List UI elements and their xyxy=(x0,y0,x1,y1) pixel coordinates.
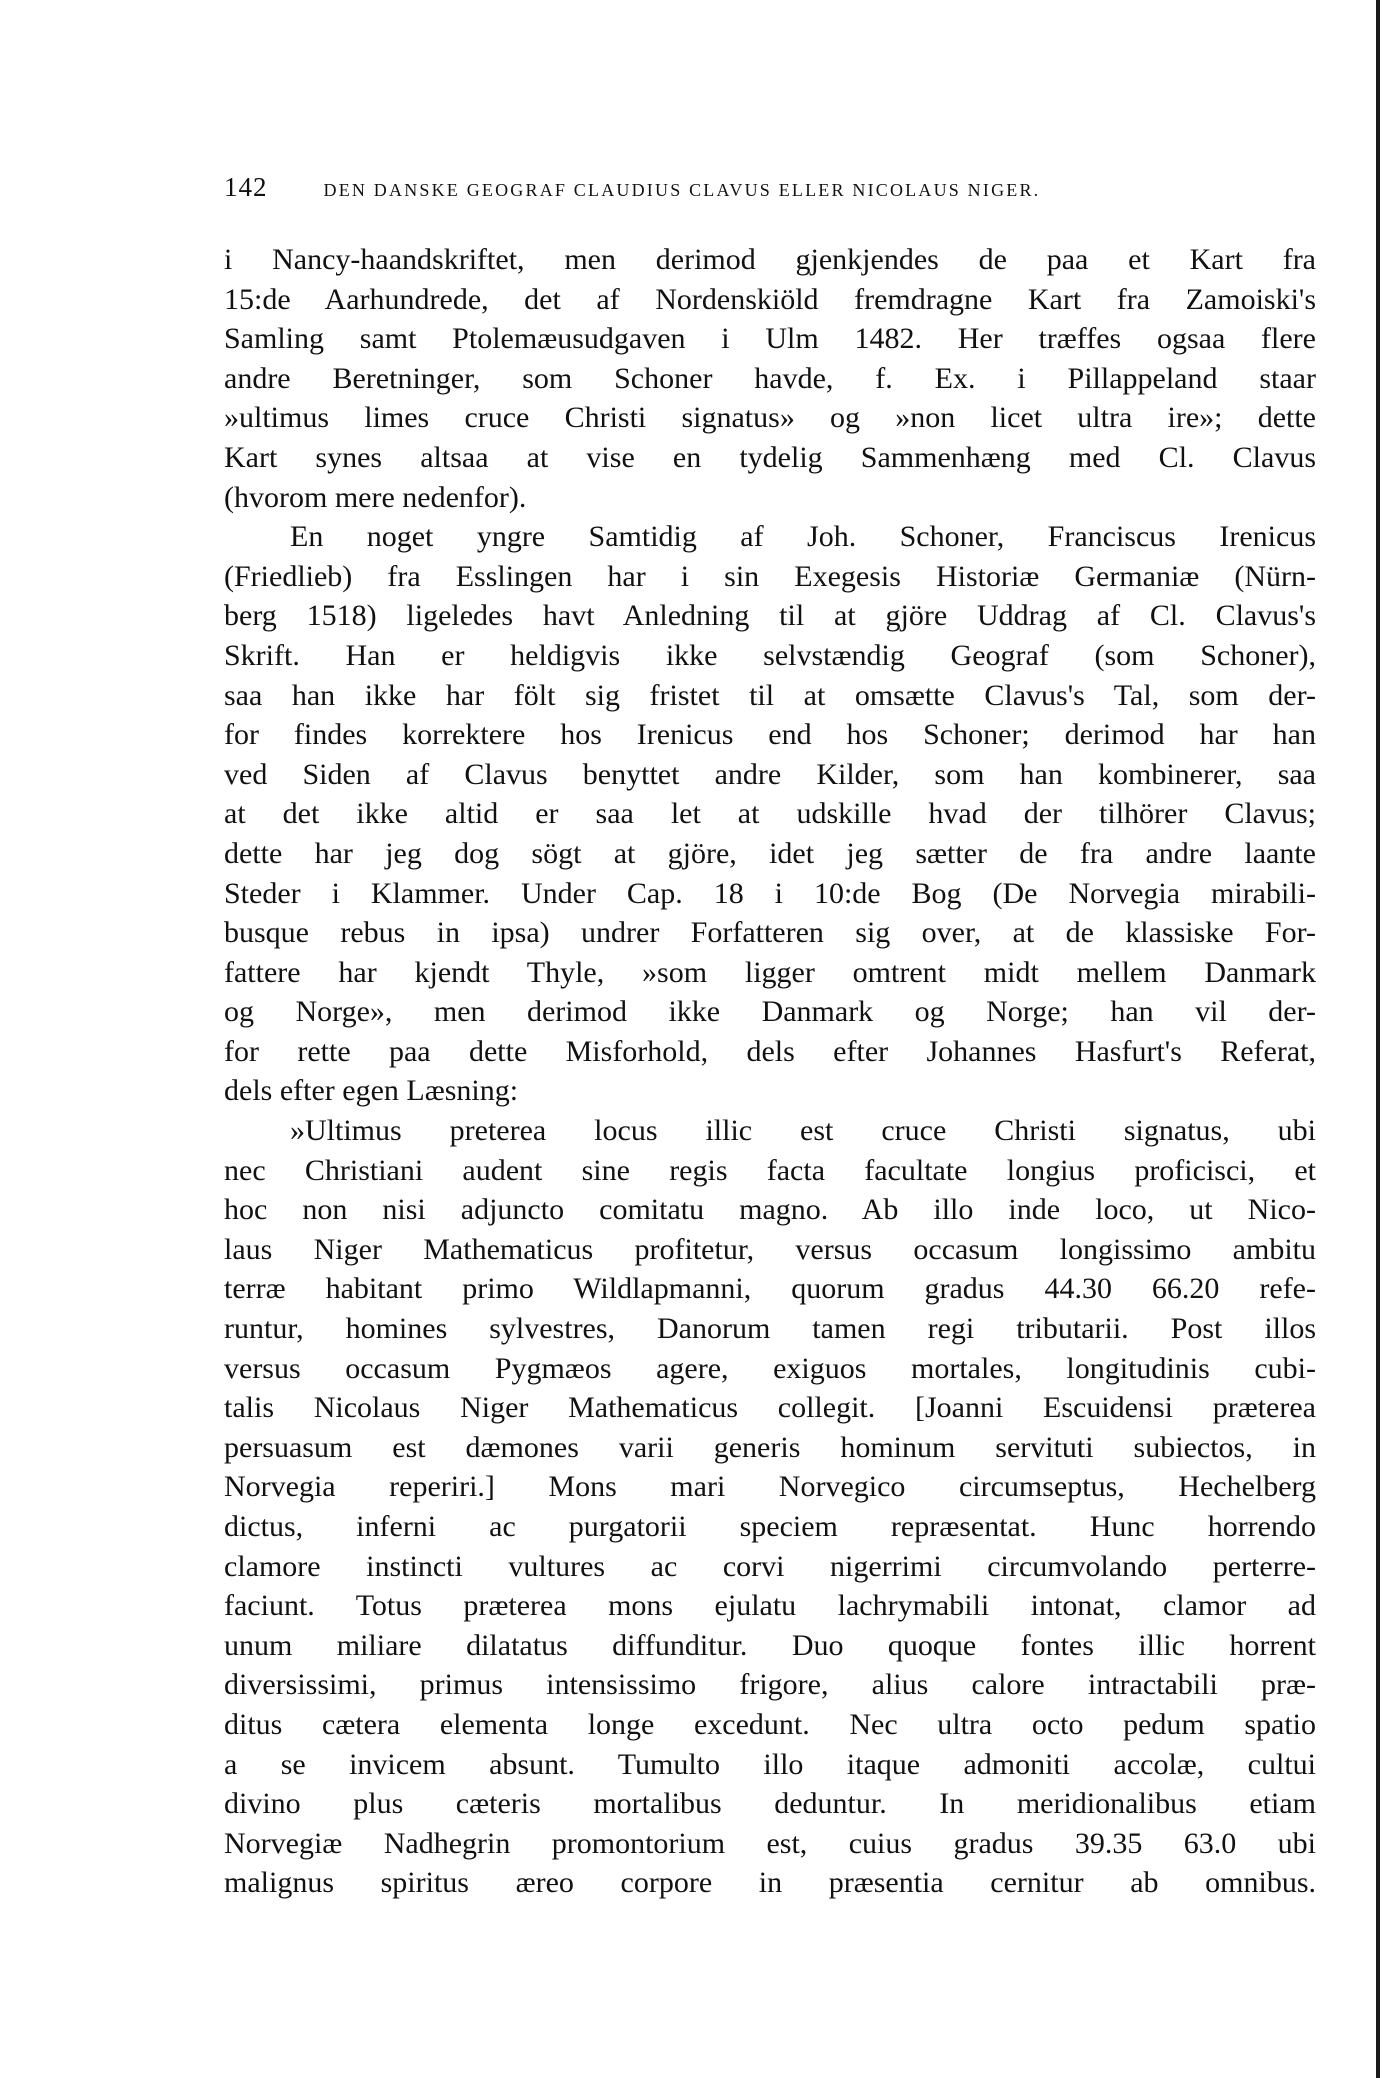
quote-line: nec Christiani audent sine regis facta facultate longius proficisci, et xyxy=(224,1153,1316,1187)
text-line: at det ikke altid er saa let at udskille hvad der tilhörer Clavus; xyxy=(224,797,1316,831)
text-line: En noget yngre Samtidig af Joh. Schoner, Franciscus Irenicus xyxy=(290,520,1316,554)
quote-line: runtur, homines sylvestres, Danorum tamen regi tributarii. Post illos xyxy=(224,1312,1316,1346)
text-line: Steder i Klammer. Under Cap. 18 i 10:de Bog (De Norvegia mirabili- xyxy=(224,876,1316,910)
page-edge-line xyxy=(1376,0,1380,2078)
quote-line: Norvegia reperiri.] Mons mari Norvegico circumseptus, Hechelberg xyxy=(224,1470,1316,1504)
text-line: Kart synes altsaa at vise en tydelig Sammenhæng med Cl. Clavus xyxy=(224,440,1316,474)
text-line: saa han ikke har fölt sig fristet til at omsætte Clavus's Tal, som der- xyxy=(224,678,1316,712)
page-header xyxy=(224,172,1316,228)
quote-line: unum miliare dilatatus diffunditur. Duo quoque fontes illic horrent xyxy=(224,1628,1316,1662)
quote-line: a se invicem absunt. Tumulto illo itaque admoniti accolæ, cultui xyxy=(224,1747,1316,1781)
quote-line: clamore instincti vultures ac corvi nigerrimi circumvolando perterre- xyxy=(224,1549,1316,1583)
text-line: (hvorom mere nedenfor). xyxy=(224,480,527,514)
text-line: Skrift. Han er heldigvis ikke selvstændig Geograf (som Schoner), xyxy=(224,638,1316,672)
text-line: fattere har kjendt Thyle, »som ligger omtrent midt mellem Danmark xyxy=(224,955,1316,989)
quote-line: laus Niger Mathematicus profitetur, versus occasum longissimo ambitu xyxy=(224,1232,1316,1266)
quote-line: faciunt. Totus præterea mons ejulatu lachrymabili intonat, clamor ad xyxy=(224,1589,1316,1623)
quote-line: talis Nicolaus Niger Mathematicus collegit. [Joanni Escuidensi præterea xyxy=(224,1391,1316,1425)
running-title: DEN DANSKE GEOGRAF CLAUDIUS CLAVUS ELLER NICOLAUS NIGER. xyxy=(323,180,1041,200)
quote-line: dictus, inferni ac purgatorii speciem repræsentat. Hunc horrendo xyxy=(224,1510,1316,1543)
text-line: dels efter egen Læsning: xyxy=(224,1074,519,1108)
text-line: busque rebus in ipsa) undrer Forfatteren sig over, at de klassiske For- xyxy=(224,916,1316,950)
body-text xyxy=(224,240,1316,1111)
text-line: og Norge», men derimod ikke Danmark og Norge; han vil der- xyxy=(224,995,1316,1029)
quote-line: »Ultimus preterea locus illic est cruce Christi signatus, ubi xyxy=(290,1114,1316,1148)
page-number: 142 xyxy=(224,172,268,202)
text-line: andre Beretninger, som Schoner havde, f. Ex. i Pillappeland staar xyxy=(224,361,1316,395)
quote-line: diversissimi, primus intensissimo frigore, alius calore intractabili præ- xyxy=(224,1668,1316,1702)
quote-line: divino plus cæteris mortalibus deduntur. In meridionalibus etiam xyxy=(224,1787,1316,1821)
book-page xyxy=(224,172,1316,1903)
text-line: berg 1518) ligeledes havt Anledning til at gjöre Uddrag af Cl. Clavus's xyxy=(224,599,1316,633)
text-line: »ultimus limes cruce Christi signatus» og »non licet ultra ire»; dette xyxy=(224,401,1316,435)
latin-quotation xyxy=(224,1111,1316,1903)
text-line: i Nancy-haandskriftet, men derimod gjenkjendes de paa et Kart fra xyxy=(224,243,1316,276)
text-line: dette har jeg dog sögt at gjöre, idet jeg sætter de fra andre laante xyxy=(224,836,1316,870)
text-line: Samling samt Ptolemæusudgaven i Ulm 1482. Her træffes ogsaa flere xyxy=(224,322,1316,356)
quote-line: hoc non nisi adjuncto comitatu magno. Ab illo inde loco, ut Nico- xyxy=(224,1193,1316,1227)
text-line: 15:de Aarhundrede, det af Nordenskiöld fremdragne Kart fra Zamoiski's xyxy=(224,282,1316,316)
text-line: ved Siden af Clavus benyttet andre Kilder, som han kombinerer, saa xyxy=(224,757,1316,791)
quote-line: malignus spiritus æreo corpore in præsentia cernitur ab omnibus. xyxy=(224,1866,1316,1900)
quote-line: persuasum est dæmones varii generis hominum servituti subiectos, in xyxy=(224,1430,1316,1464)
text-line: for findes korrektere hos Irenicus end hos Schoner; derimod har han xyxy=(224,718,1316,752)
quote-line: ditus cætera elementa longe excedunt. Nec ultra octo pedum spatio xyxy=(224,1707,1316,1741)
quote-line: Norvegiæ Nadhegrin promontorium est, cuius gradus 39.35 63.0 ubi xyxy=(224,1826,1316,1860)
text-line: (Friedlieb) fra Esslingen har i sin Exegesis Historiæ Germaniæ (Nürn- xyxy=(224,559,1316,593)
quote-line: terræ habitant primo Wildlapmanni, quorum gradus 44.30 66.20 refe- xyxy=(224,1272,1316,1306)
text-line: for rette paa dette Misforhold, dels efter Johannes Hasfurt's Referat, xyxy=(224,1034,1316,1068)
quote-line: versus occasum Pygmæos agere, exiguos mortales, longitudinis cubi- xyxy=(224,1351,1316,1385)
